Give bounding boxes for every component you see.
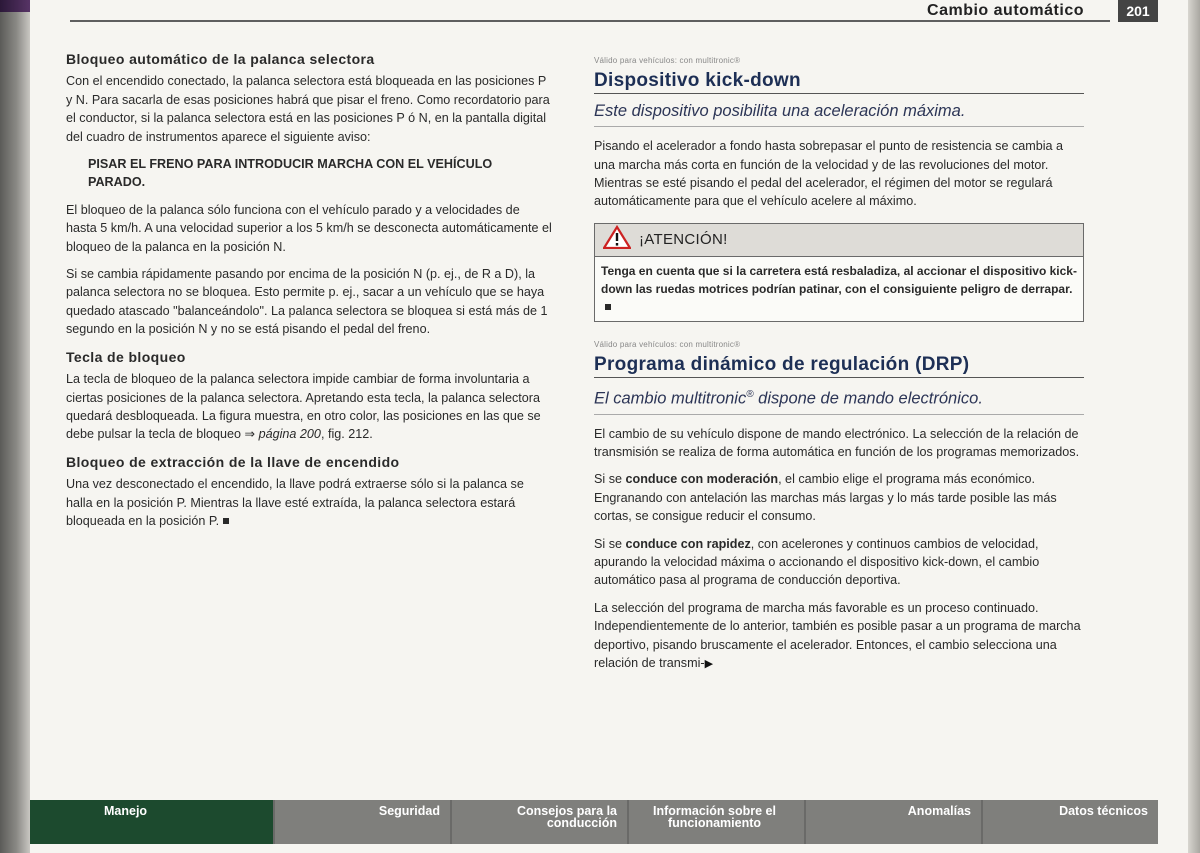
paragraph: Si se conduce con moderación, el cambio elige el programa más económico. Engranando con antelación las marchas más largas y lo más tarde posible las más cortas, se consigue reducir el consumo. xyxy=(594,472,1057,524)
warning-triangle-icon xyxy=(603,225,631,254)
continue-arrow-icon: ▶ xyxy=(704,658,714,671)
section-lead: Este dispositivo posibilita una aceleración máxima. xyxy=(594,102,1084,127)
tab-consejos-conduccion[interactable]: Consejos para la conducción xyxy=(452,800,629,844)
page-reference-link[interactable]: página 200 xyxy=(258,427,321,442)
validity-note: Válido para vehículos: con multitronic® xyxy=(594,339,741,349)
section-lead: El cambio multitronic® dispone de mando electrónico. xyxy=(594,386,1084,415)
paragraph: El bloqueo de la palanca sólo funciona con el vehículo parado y a velocidades de hasta 5 km/h. A una velocidad superior a los 5 km/h se desconecta automáticamente el bloqueo de la palanca en la posición N. xyxy=(66,202,552,254)
section-title-lock-key: Tecla de bloqueo xyxy=(66,348,186,365)
paragraph: La selección del programa de marcha más favorable es un proceso continuado. Independientemente de lo anterior, también es posible pasar a un programa de marcha deportivo, pisando bruscamente el acelerador. Entonces, el cambio selecciona una relación de transmi-▶ xyxy=(594,600,1081,671)
validity-note: Válido para vehículos: con multitronic® xyxy=(594,56,741,65)
tab-anomalias[interactable]: Anomalías xyxy=(806,800,983,844)
header-rule xyxy=(70,20,1110,22)
paragraph: La tecla de bloqueo de la palanca selectora impide cambiar de forma involuntaria a ciertas posiciones de la palanca selectora. Apretando esta tecla, la palanca selectora quedará desbloqueada. La figura muestra, en otro color, las posiciones en las que se debe pulsar la tecla de bloqueo ⇒ página 200, fig. 212. xyxy=(66,372,541,442)
paragraph: Una vez desconectado el encendido, la llave podrá extraerse sólo si la palanca se halla en la posición P. Mientras la llave esté extraída, la palanca selectora estará bloqueada en la posición P. xyxy=(66,477,524,528)
paragraph: Si se conduce con rapidez, con acelerones y continuos cambios de velocidad, apurando la velocidad máxima o accionando el dispositivo kick-down, el cambio automático pasa al programa de conducción deportiva. xyxy=(594,536,1040,588)
chapter-tab-bar xyxy=(30,800,1158,844)
section-title-selector-lock: Bloqueo automático de la palanca selectora xyxy=(66,51,375,67)
paragraph: El cambio de su vehículo dispone de mando electrónico. La selección de la relación de transmisión se realiza de forma automática en función de los programas memorizados. xyxy=(594,426,1080,459)
section-heading-drp: Programa dinámico de regulación (DRP) xyxy=(594,356,1084,377)
left-column xyxy=(66,50,552,539)
tab-datos-tecnicos[interactable]: Datos técnicos xyxy=(1059,804,1148,818)
warning-box xyxy=(594,223,1084,322)
section-heading-kick-down: Dispositivo kick-down xyxy=(594,72,1084,93)
chapter-title: Cambio automático xyxy=(927,2,1084,19)
paragraph: Con el encendido conectado, la palanca selectora está bloqueada en las posiciones P y N. Para sacarla de esas posiciones habrá que pisar el freno. Como recordatorio para el conductor, si la palanca selectora está en las posiciones P ó N, en la pantalla digital del cuadro de instrumentos aparece el siguiente aviso: xyxy=(66,74,550,144)
end-of-section-mark xyxy=(223,518,229,524)
tab-manejo[interactable]: Manejo xyxy=(30,800,275,844)
section-title-key-removal-lock: Bloqueo de extracción de la llave de encendido xyxy=(66,453,400,470)
tab-seguridad[interactable]: Seguridad xyxy=(275,800,452,844)
tab-informacion-funcionamiento[interactable]: Información sobre el funcionamiento xyxy=(629,800,806,844)
paragraph: Si se cambia rápidamente pasando por encima de la posición N (p. ej., de R a D), la palanca selectora no se bloquea. Esto permite p. ej., sacar a un vehículo que se haya quedado atascado "balanceándolo". La palanca selectora se bloquea si está más de 1 segundo en la posición N y no se está pisando el pedal del freno. xyxy=(66,267,548,337)
warning-body: Tenga en cuenta que si la carretera está resbaladiza, al accionar el dispositivo kick-down las ruedas motrices podrían patinar, con el consiguiente peligro de derrapar. xyxy=(595,257,1083,321)
end-of-section-mark xyxy=(605,304,611,310)
right-column xyxy=(594,52,1084,682)
page-edge xyxy=(1188,0,1200,853)
cross-reference-arrow: ⇒ xyxy=(244,427,256,442)
page-number: 201 xyxy=(1118,0,1158,22)
display-warning-text: PISAR EL FRENO PARA INTRODUCIR MARCHA CON EL VEHÍCULO PARADO. xyxy=(88,157,493,190)
warning-box-header xyxy=(595,224,1083,257)
warning-title: ¡ATENCIÓN! xyxy=(639,230,728,248)
paragraph: Pisando el acelerador a fondo hasta sobrepasar el punto de resistencia se cambia a una marcha más corta en función de la velocidad y de las revoluciones del motor. Mientras se esté pisando el pedal del acelerador, el régimen del motor se regulará automáticamente para que el vehículo acelere al máximo. xyxy=(594,139,1064,209)
book-spine xyxy=(0,0,30,853)
